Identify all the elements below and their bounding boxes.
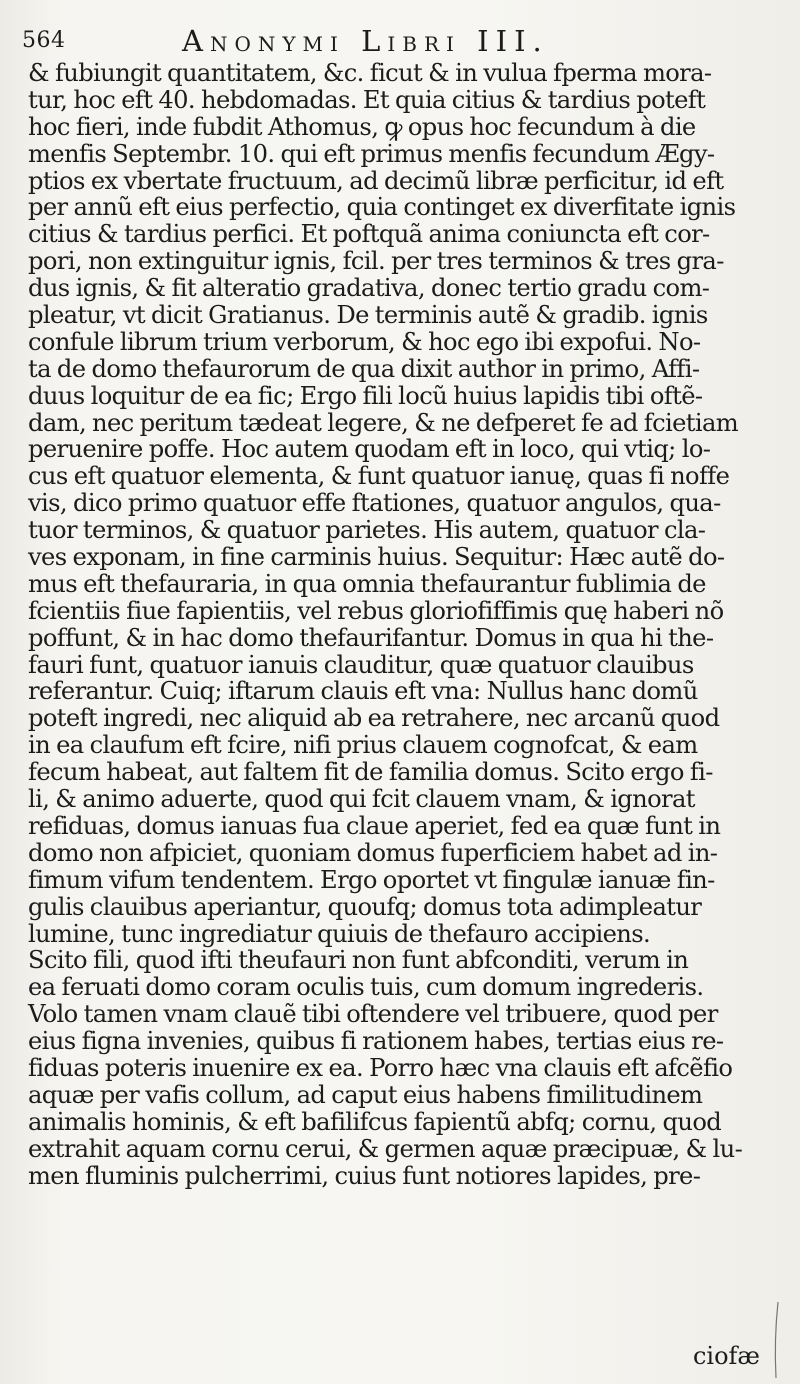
text-line: fauri funt, quatuor ianuis clauditur, quæ quatuor clauibus	[28, 650, 694, 679]
text-line: poffunt, & in hac domo thefaurifantur. Domus in qua hi the-	[28, 623, 714, 652]
text-line: menfis Septembr. 10. qui eft primus menfis fecundum Ægy-	[28, 139, 715, 168]
text-line: dam, nec peritum tædeat legere, & ne defperet fe ad fcietiam	[28, 408, 739, 437]
text-line: & fubiungit quantitatem, &c. ficut & in vulua fperma mora-	[28, 59, 712, 87]
text-line: fiduas poteris inuenire ex ea. Porro hæc vna clauis eft afcẽfio	[28, 1053, 733, 1082]
text-line: ves exponam, in fine carminis huius. Sequitur: Hæc autẽ do-	[28, 543, 725, 572]
text-line: cus eft quatuor elementa, & funt quatuor ianuę, quas fi noffe	[28, 462, 730, 491]
text-line: extrahit aquam cornu cerui, & germen aquæ præcipuæ, & lu-	[28, 1134, 743, 1163]
text-line: gulis clauibus aperiantur, quoufq; domus tota adimpleatur	[28, 892, 702, 921]
text-line: citius & tardius perfici. Et poftquã anima coniuncta eft cor-	[28, 220, 710, 249]
text-line: aquæ per vafis collum, ad caput eius habens fimilitudinem	[28, 1080, 703, 1109]
text-line: li, & animo aduerte, quod qui fcit clauem vnam, & ignorat	[28, 785, 695, 814]
text-line: eius figna invenies, quibus fi rationem habes, tertias eius re-	[28, 1027, 724, 1056]
text-line: ea feruati domo coram oculis tuis, cum domum ingrederis.	[28, 973, 704, 1002]
text-line: animalis hominis, & eft bafilifcus fapientũ abfq; cornu, quod	[28, 1107, 722, 1136]
body-text	[28, 60, 768, 1189]
text-line: hoc fieri, inde fubdit Athomus, ꝙ opus hoc fecundum à die	[28, 112, 696, 141]
text-line: refiduas, domus ianuas fua claue aperiet, fed ea quæ funt in	[28, 811, 721, 840]
text-line: referantur. Cuiq; iftarum clauis eft vna: Nullus hanc domũ	[28, 677, 698, 706]
text-line: men fluminis pulcherrimi, cuius funt notiores lapides, pre-	[28, 1161, 701, 1190]
text-line: fecum habeat, aut faltem fit de familia domus. Scito ergo fi-	[28, 758, 713, 787]
catchword: ciofæ	[692, 1342, 760, 1370]
text-line: mus eft thefauraria, in qua omnia thefaurantur fublimia de	[28, 569, 706, 598]
text-line: fcientiis fiue fapientiis, vel rebus gloriofiffimis quę haberi nõ	[28, 596, 724, 625]
text-line: per annũ eft eius perfectio, quia continget ex diverfitate ignis	[28, 193, 736, 222]
text-line: Volo tamen vnam clauẽ tibi oftendere vel tribuere, quod per	[28, 1000, 718, 1029]
text-line: ptios ex vbertate fructuum, ad decimũ libræ perficitur, id eft	[28, 166, 724, 195]
page-number: 564	[22, 28, 66, 53]
text-line: pleatur, vt dicit Gratianus. De terminis autẽ & gradib. ignis	[28, 301, 708, 330]
text-line: tuor terminos, & quatuor parietes. His autem, quatuor cla-	[28, 516, 706, 545]
page-edge-mark	[756, 1300, 786, 1380]
text-line: fimum vifum tendentem. Ergo oportet vt fingulæ ianuæ fin-	[28, 865, 715, 894]
text-line: Scito fili, quod ifti theufauri non funt abfconditi, verum in	[28, 946, 689, 975]
running-head: Anonymi Libri III.	[182, 24, 549, 58]
page-header	[22, 10, 752, 60]
text-line: tur, hoc eft 40. hebdomadas. Et quia citius & tardius poteft	[28, 85, 706, 114]
text-line: confule librum trium verborum, & hoc ego ibi expofui. No-	[28, 327, 701, 356]
text-line: in ea claufum eft fcire, nifi prius clauem cognofcat, & eam	[28, 731, 698, 760]
text-line: pori, non extinguitur ignis, fcil. per tres terminos & tres gra-	[28, 247, 724, 276]
text-line: domo non afpiciet, quoniam domus fuperficiem habet ad in-	[28, 838, 718, 867]
text-line: duus loquitur de ea fic; Ergo fili locũ huius lapidis tibi oftẽ-	[28, 381, 703, 410]
text-line: vis, dico primo quatuor effe ftationes, quatuor angulos, qua-	[28, 489, 721, 518]
text-line: dus ignis, & fit alteratio gradativa, donec tertio gradu com-	[28, 274, 710, 303]
text-line: ta de domo thefaurorum de qua dixit author in primo, Affi-	[28, 354, 700, 383]
text-line: peruenire poffe. Hoc autem quodam eft in loco, qui vtiq; lo-	[28, 435, 711, 464]
text-line: lumine, tunc ingrediatur quiuis de thefauro accipiens.	[28, 919, 651, 948]
text-line: poteft ingredi, nec aliquid ab ea retrahere, nec arcanũ quod	[28, 704, 720, 733]
